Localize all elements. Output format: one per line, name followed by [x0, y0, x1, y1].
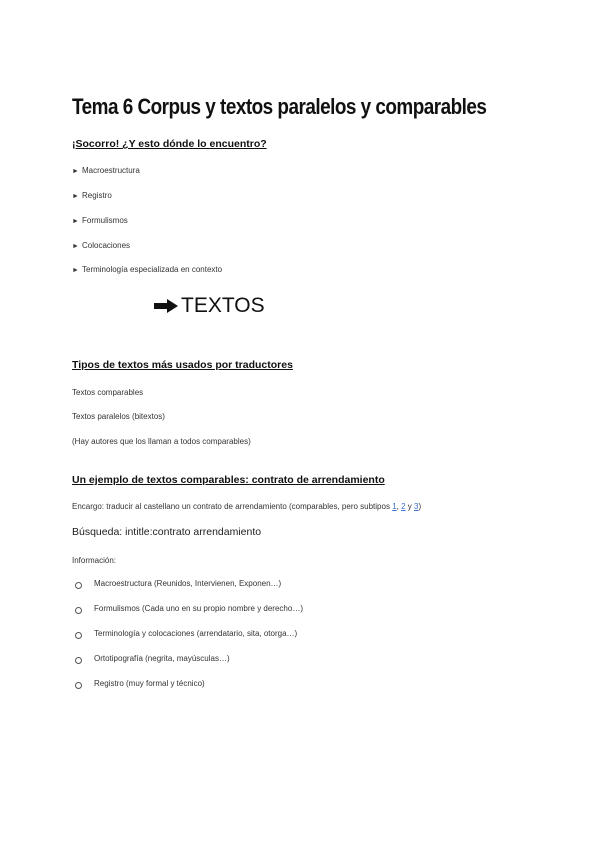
bullet-arrow-icon: ► [72, 243, 79, 250]
list-item [72, 265, 222, 274]
right-arrow-icon [154, 299, 178, 313]
bullet-arrow-icon: ► [72, 267, 79, 274]
subtype-link-3[interactable]: 3 [414, 502, 419, 511]
circle-bullet-icon [75, 582, 82, 589]
text-line: Textos paralelos (bitextos) [72, 412, 165, 421]
bullet-arrow-icon: ► [72, 193, 79, 200]
list-item [72, 216, 128, 225]
subtype-link-1[interactable]: 1 [392, 502, 397, 511]
search-query-line: Búsqueda: intitle:contrato arrendamiento [72, 526, 262, 538]
info-item: Macroestructura (Reunidos, Intervienen, Exponen…) [94, 579, 282, 588]
page-title: Tema 6 Corpus y textos paralelos y comparables [72, 94, 487, 119]
text-line: Textos comparables [72, 388, 144, 397]
textos-label: TEXTOS [181, 294, 265, 317]
encargo-text: Encargo: traducir al castellano un contrato de arrendamiento (comparables, pero subtipos [72, 502, 393, 511]
link-separator: y [405, 502, 414, 511]
subtype-link-2[interactable]: 2 [401, 502, 406, 511]
list-item [72, 166, 140, 175]
list-item-label: Colocaciones [82, 241, 131, 250]
section-heading-tipos: Tipos de textos más usados por traductores [72, 359, 293, 371]
circle-bullet-icon [75, 607, 82, 614]
list-item-label: Terminología especializada en contexto [82, 265, 223, 274]
info-item: Ortotipografía (negrita, mayúsculas…) [94, 654, 230, 663]
info-item: Registro (muy formal y técnico) [94, 679, 205, 688]
bullet-arrow-icon: ► [72, 218, 79, 225]
text-line: (Hay autores que los llaman a todos comparables) [72, 437, 251, 446]
info-item: Terminología y colocaciones (arrendatario, sita, otorga…) [94, 629, 298, 638]
circle-bullet-icon [75, 682, 82, 689]
list-item [72, 241, 130, 250]
section-heading-socorro: ¡Socorro! ¿Y esto dónde lo encuentro? [72, 138, 267, 150]
list-item-label: Macroestructura [82, 166, 140, 175]
list-item-label: Registro [82, 191, 112, 200]
textos-callout [154, 294, 265, 318]
encargo-suffix: ) [418, 502, 422, 511]
info-item: Formulismos (Cada uno en su propio nombre y derecho…) [94, 604, 303, 613]
circle-bullet-icon [75, 632, 82, 639]
link-separator: , [396, 502, 402, 511]
list-item [72, 191, 112, 200]
encargo-line [72, 502, 421, 511]
list-item-label: Formulismos [82, 216, 128, 225]
info-label: Información: [72, 556, 117, 565]
circle-bullet-icon [75, 657, 82, 664]
section-heading-ejemplo: Un ejemplo de textos comparables: contrato de arrendamiento [72, 474, 385, 486]
bullet-arrow-icon: ► [72, 168, 79, 175]
